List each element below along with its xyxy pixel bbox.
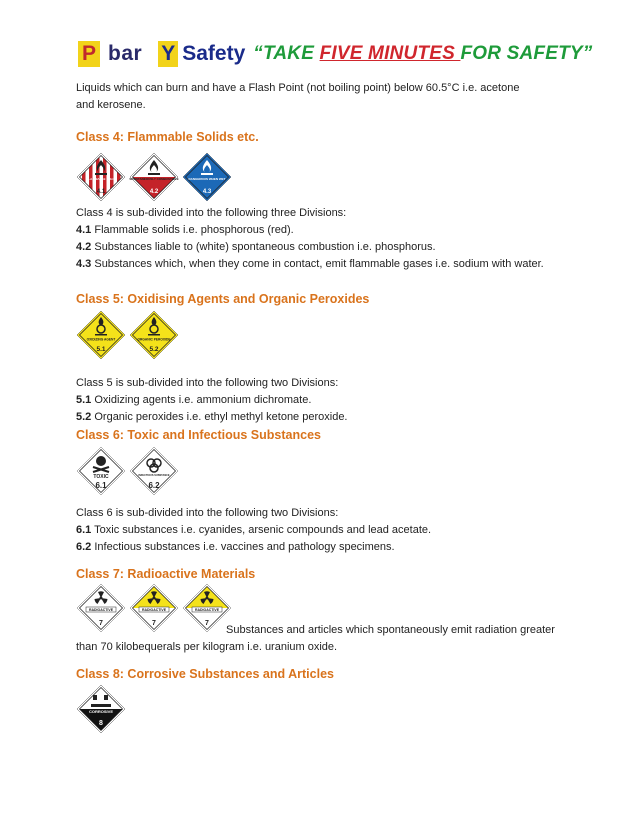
class6-signs xyxy=(76,446,179,496)
class6-sign-2-caption: INFECTIOUS SUBSTANCE xyxy=(138,474,170,477)
intro-paragraph: Liquids which can burn and have a Flash Point (not boiling point) below 60.5°C i.e. acetone and kerosene. xyxy=(76,82,520,111)
class4-item-1 xyxy=(76,222,566,239)
class6-sign-1 xyxy=(76,446,126,496)
class4-sign-1-number: 4.1 xyxy=(96,189,106,195)
class4-item-2-text: Substances liable to (white) spontaneous combustion i.e. phosphorus. xyxy=(91,241,436,253)
class6-item-1-text: Toxic substances i.e. cyanides, arsenic compounds and lead acetate. xyxy=(91,524,432,536)
class4-intro: Class 4 is sub-divided into the following three Divisions: xyxy=(76,207,347,219)
class6-item-2-num: 6.2 xyxy=(76,541,92,553)
class5-sign-2 xyxy=(129,310,179,360)
class8-sign-1 xyxy=(76,684,126,734)
class5-item-2 xyxy=(76,409,566,426)
class7-sign-1-number: 7 xyxy=(99,620,103,627)
class5-sign-1 xyxy=(76,310,126,360)
logo-safety: Safety xyxy=(182,42,246,65)
class7-sign-1 xyxy=(76,583,126,633)
class7-heading: Class 7: Radioactive Materials xyxy=(76,567,256,581)
class4-item-2 xyxy=(76,239,566,256)
class8-sign-1-caption: CORROSIVE xyxy=(88,709,114,714)
class5-sign-1-caption: OXIDIZING AGENT xyxy=(86,337,116,342)
class7-signs xyxy=(76,583,232,633)
class4-sign-2 xyxy=(129,152,179,202)
logo-p: P xyxy=(78,41,100,67)
class4-signs xyxy=(76,152,232,202)
class8-sign-1-number: 8 xyxy=(99,720,103,727)
slogan-close: FOR SAFETY” xyxy=(460,43,593,64)
class4-sign-2-number: 4.2 xyxy=(149,189,159,195)
class4-heading: Class 4: Flammable Solids etc. xyxy=(76,130,259,144)
class5-item-1 xyxy=(76,392,566,409)
class6-intro: Class 6 is sub-divided into the following two Divisions: xyxy=(76,507,339,519)
header-banner xyxy=(78,36,598,72)
class6-sign-1-number: 6.1 xyxy=(95,481,107,490)
class6-sign-2 xyxy=(129,446,179,496)
class6-sign-1-caption: TOXIC xyxy=(93,474,109,480)
class6-item-1 xyxy=(76,522,566,539)
logo-bar: bar xyxy=(108,42,143,65)
slogan-red: FIVE MINUTES xyxy=(319,43,461,64)
class7-sign-3-number: 7 xyxy=(205,620,209,627)
class4-sign-2-caption: SPONTANEOUSLY COMBUSTIBLE xyxy=(129,177,179,181)
class5-sign-1-number: 5.1 xyxy=(96,346,106,353)
class8-heading: Class 8: Corrosive Substances and Articles xyxy=(76,667,334,681)
class5-item-1-text: Oxidizing agents i.e. ammonium dichromate. xyxy=(91,394,312,406)
class7-sign-2-number: 7 xyxy=(152,620,156,627)
class7-sign-2-caption: RADIOACTIVE xyxy=(141,608,167,612)
logo-y: Y xyxy=(158,41,178,67)
class6-item-2-text: Infectious substances i.e. vaccines and pathology specimens. xyxy=(91,541,395,553)
class7-line-1: Substances and articles which spontaneously emit radiation greater xyxy=(226,624,555,636)
class4-item-1-num: 4.1 xyxy=(76,224,92,236)
class6-item-1-num: 6.1 xyxy=(76,524,92,536)
class5-signs xyxy=(76,310,179,360)
class4-sign-3 xyxy=(182,152,232,202)
class4-sign-1 xyxy=(76,152,126,202)
class7-sign-1-caption: RADIOACTIVE xyxy=(88,608,114,612)
class5-intro: Class 5 is sub-divided into the following two Divisions: xyxy=(76,377,339,389)
class4-sign-1-caption: FLAMMABLE SOLID xyxy=(86,177,116,181)
slogan xyxy=(253,43,592,65)
class6-sign-2-number: 6.2 xyxy=(148,481,160,490)
slogan-open: “TAKE xyxy=(253,43,320,64)
class5-heading: Class 5: Oxidising Agents and Organic Peroxides xyxy=(76,292,370,306)
class5-item-2-num: 5.2 xyxy=(76,411,92,423)
class7-sign-2 xyxy=(129,583,179,633)
class5-item-2-text: Organic peroxides i.e. ethyl methyl ketone peroxide. xyxy=(91,411,348,423)
class7-sign-3 xyxy=(182,583,232,633)
class4-sign-3-caption: DANGEROUS WHEN WET xyxy=(188,177,226,181)
class4-item-3 xyxy=(76,256,576,273)
class4-item-1-text: Flammable solids i.e. phosphorous (red). xyxy=(91,224,294,236)
class4-item-3-text: Substances which, when they come in contact, emit flammable gases i.e. sodium with water. xyxy=(91,258,544,270)
class6-heading: Class 6: Toxic and Infectious Substances xyxy=(76,428,321,442)
class6-item-2 xyxy=(76,539,566,556)
class4-item-3-num: 4.3 xyxy=(76,258,92,270)
class8-signs xyxy=(76,684,126,734)
class7-line-2: than 70 kilobequerals per kilogram i.e. uranium oxide. xyxy=(76,641,338,653)
class5-sign-2-caption: ORGANIC PEROXIDE xyxy=(137,337,171,342)
class5-sign-2-number: 5.2 xyxy=(149,346,159,353)
class4-item-2-num: 4.2 xyxy=(76,241,92,253)
class7-sign-3-caption: RADIOACTIVE xyxy=(194,608,220,612)
class5-item-1-num: 5.1 xyxy=(76,394,92,406)
class4-sign-3-number: 4.3 xyxy=(202,189,212,195)
